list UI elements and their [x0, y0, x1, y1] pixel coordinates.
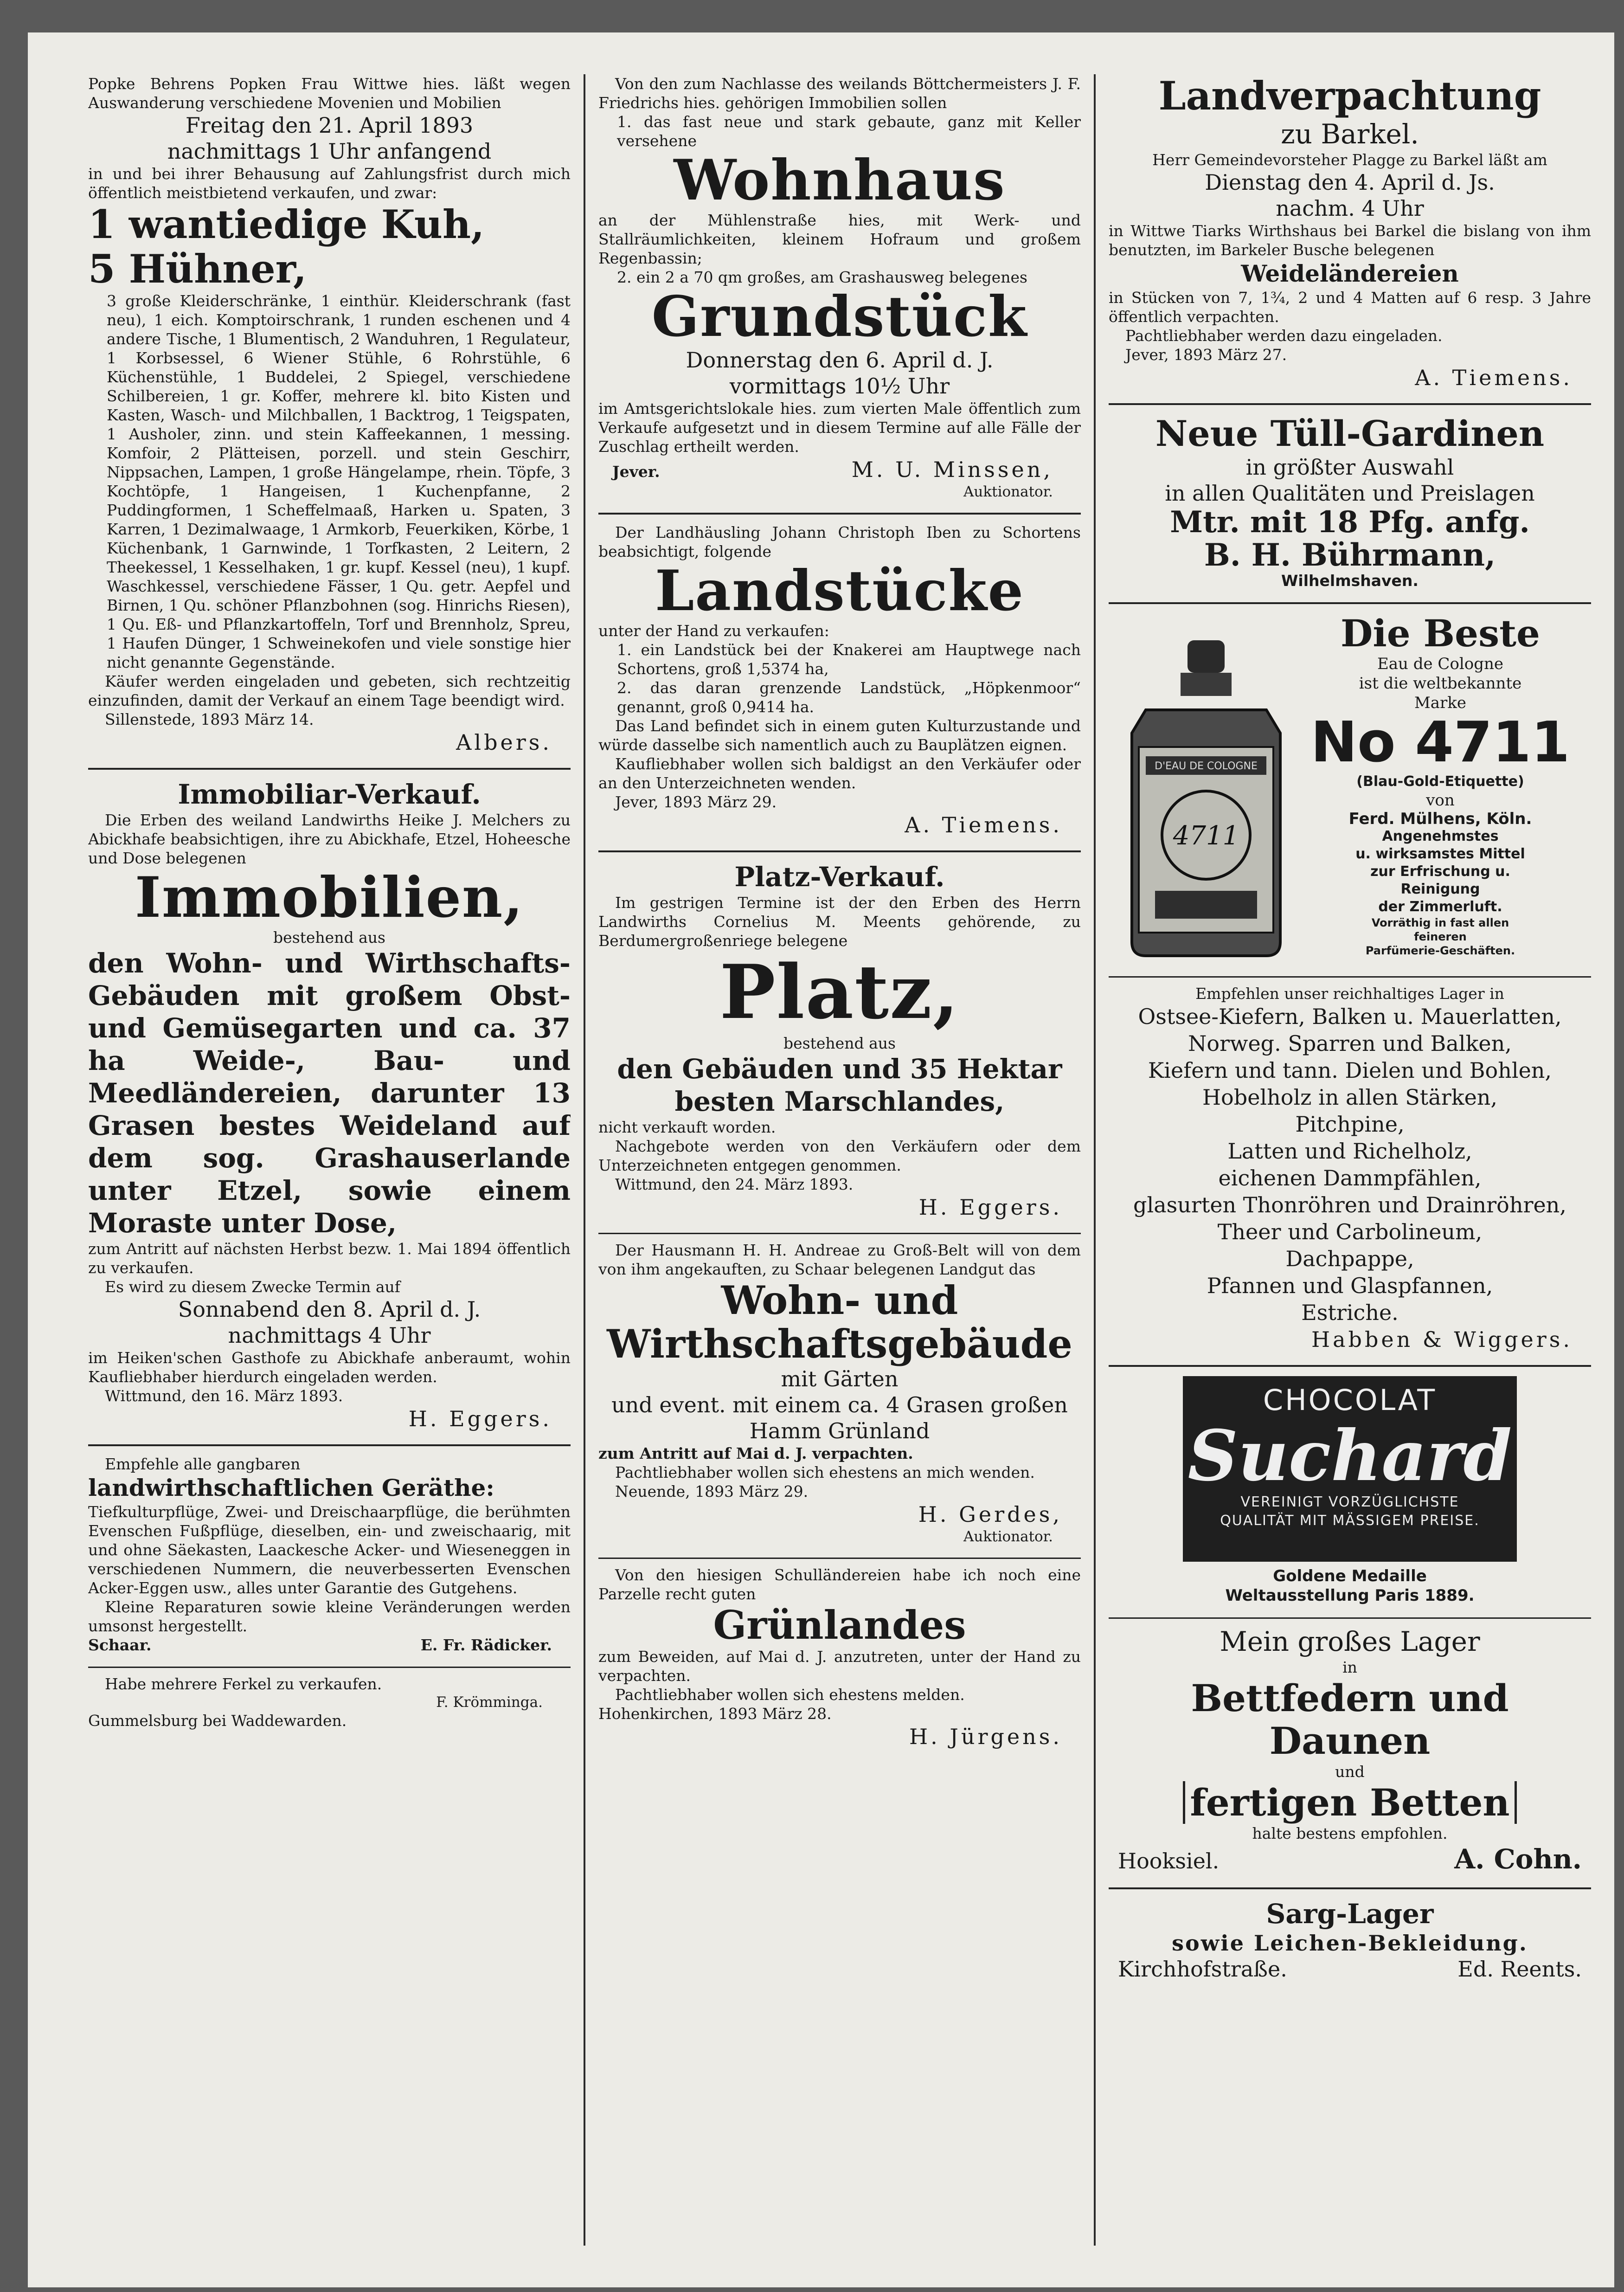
ad-item: 1 wantiedige Kuh, [88, 201, 485, 247]
suchard-logo-box [1183, 1376, 1517, 1562]
ad-date: Sonnabend den 8. April d. J. [178, 1297, 481, 1322]
ad-headline: Bettfedern und Daunen [1191, 1676, 1509, 1763]
ad-text: an der Mühlenstraße hies, mit Werk- und Stallräumlichkeiten, kleinem Hofraum und großem Regenbassin; [598, 211, 1081, 267]
suchard-line: VEREINIGT VORZÜGLICHSTE [1240, 1494, 1459, 1510]
ad-role: Auktionator. [963, 483, 1053, 500]
ad-signature: E. Fr. Rädicker. [420, 1636, 552, 1654]
ad-item: 5 Hühner, [88, 246, 307, 292]
lumber-item: eichenen Dammpfählen, [1218, 1165, 1482, 1191]
ad-signature: A. Tiemens. [905, 812, 1062, 837]
lumber-item: Dachpappe, [1285, 1246, 1414, 1271]
ad-headline: Mein großes Lager [1220, 1626, 1480, 1657]
cologne-ad-text [1294, 612, 1586, 958]
ad-merchant: Ed. Reents. [1457, 1957, 1582, 1982]
ad-intro: Popke Behrens Popken Frau Wittwe hies. läßt wegen Auswanderung verschiedene Movenien und Mobilien [88, 75, 571, 112]
ad-holzlager [1109, 984, 1591, 1353]
ad-headline: Die Beste [1341, 612, 1540, 655]
lumber-item: Pitchpine, [1295, 1112, 1405, 1137]
ad-sarg-lager [1109, 1898, 1591, 1982]
lumber-item: Estriche. [1301, 1300, 1399, 1325]
ad-place-date: Wittmund, den 16. März 1893. [105, 1387, 343, 1405]
ad-item: 1. das fast neue und stark gebaute, ganz mit Keller versehene [617, 113, 1081, 150]
ad-separator [1109, 403, 1591, 405]
ad-headline: Neue Tüll-Gardinen [1155, 413, 1545, 454]
ad-wohn-wirthschaftsgebaeude [598, 1241, 1081, 1545]
ad-intro: Die Erben des weiland Landwirths Heike J. Melchers zu Abickhafe beabsichtigen, ihre zu Abickhafe, Etzel, Hoheesche und Dose belegenen [88, 811, 571, 867]
ad-signature: H. Eggers. [918, 1195, 1062, 1220]
ad-text: (Blau-Gold-Etiquette) [1356, 773, 1524, 790]
ad-merchant: A. Cohn. [1454, 1843, 1582, 1875]
suchard-line: QUALITÄT MIT MÄSSIGEM PREISE. [1220, 1513, 1480, 1529]
ad-text: Pachtliebhaber wollen sich ehestens an mich wenden. [615, 1463, 1035, 1481]
ad-title: landwirthschaftlichen Geräthe: [88, 1474, 494, 1501]
product-name: Eau de Cologne [1377, 655, 1504, 673]
lumber-item: Pfannen und Glaspfannen, [1207, 1273, 1493, 1298]
ad-intro: Empfehlen unser reichhaltiges Lager in [1195, 985, 1504, 1003]
ad-text: ist die weltbekannte [1359, 674, 1522, 693]
ad-headline: Sarg-Lager [1266, 1898, 1434, 1930]
ad-role: Auktionator. [963, 1528, 1053, 1545]
ad-headline: Immobilien, [135, 865, 524, 930]
medal-line: Goldene Medaille [1273, 1567, 1427, 1585]
ad-signature: H. Jürgens. [909, 1724, 1062, 1749]
ad-headline: Grundstück [651, 284, 1028, 349]
ad-text: der Zimmerluft. [1378, 899, 1502, 915]
ad-text: Parfümerie-Geschäften. [1365, 944, 1515, 957]
ad-separator [1109, 1365, 1591, 1367]
ad-merchant: B. H. Bührmann, [1204, 537, 1496, 573]
lumber-item: Hobelholz in allen Stärken, [1202, 1085, 1498, 1110]
lumber-item: Kiefern und tann. Dielen und Bohlen, [1148, 1058, 1552, 1083]
ad-text: zum Antritt auf nächsten Herbst bezw. 1. Mai 1894 öffentlich zu verkaufen. [88, 1240, 571, 1277]
column-right [1109, 74, 1591, 2246]
ad-text: in und bei ihrer Behausung auf Zahlungsfrist durch mich öffentlich meistbietend verkaufen, und zwar: [88, 165, 571, 202]
ad-landstuecke [598, 523, 1081, 838]
suchard-top: CHOCOLAT [1263, 1383, 1437, 1417]
bottle-number-text: 4711 [1173, 821, 1239, 851]
ad-place: Jever. [612, 463, 660, 481]
ad-consisting: bestehend aus [783, 1034, 896, 1052]
ad-text: Reinigung [1400, 881, 1480, 897]
ad-text: zum Antritt auf Mai d. J. verpachten. [598, 1444, 913, 1462]
column-divider [584, 74, 585, 2246]
lumber-item: Latten und Richelholz, [1227, 1139, 1472, 1164]
ad-separator [88, 1667, 571, 1668]
ad-date: Dienstag den 4. April d. Js. [1205, 170, 1495, 195]
ad-signature: H. Gerdes, [918, 1502, 1062, 1527]
ad-text: zum Beweiden, auf Mai d. J. anzutreten, unter der Hand zu verpachten. [598, 1648, 1081, 1685]
ad-place: Gummelsburg bei Waddewarden. [88, 1712, 347, 1730]
ad-title: Immobiliar-Verkauf. [178, 779, 481, 810]
newspaper-page [28, 32, 1614, 2287]
ad-intro: Von den hiesigen Schulländereien habe ich noch eine Parzelle recht guten [598, 1566, 1081, 1603]
ad-text: im Heiken'schen Gasthofe zu Abickhafe anberaumt, wohin Kaufliebhaber hierdurch eingeladen werden. [88, 1349, 571, 1386]
ad-separator [88, 768, 571, 770]
ad-place-date: Jever, 1893 März 27. [1125, 346, 1287, 364]
ad-intro: Von den zum Nachlasse des weilands Böttchermeisters J. F. Friedrichs hies. gehörigen Immobilien sollen [598, 75, 1081, 112]
ad-title: Platz-Verkauf. [734, 861, 945, 893]
ad-text: feineren [1414, 930, 1467, 943]
ad-signature: Albers. [456, 730, 552, 755]
ad-closing: Käufer werden eingeladen und gebeten, sich rechtzeitig einzufinden, damit der Verkauf an einem Tage beendigt wird. [88, 672, 571, 709]
ad-text: und [1335, 1763, 1365, 1781]
ad-text: Tiefkulturpflüge, Zwei- und Dreischaarpflüge, die berühmten Evenschen Fußpflüge, dieselben, ein- und zweischaarig, mit und ohne Säekasten, Laackesche Acker- und Wieseneggen in verschiedenen Nummern, die neuverbesserten Evenschen Acker-Eggen usw., alles unter Garantie des Gutgehens. [88, 1503, 571, 1597]
ad-text: nicht verkauft worden. [598, 1118, 776, 1136]
ad-separator [598, 1233, 1081, 1234]
ad-time: nachmittags 4 Uhr [228, 1323, 431, 1348]
ad-landverpachtung [1109, 74, 1591, 391]
ad-body: und event. mit einem ca. 4 Grasen großen Hamm Grünland [611, 1392, 1068, 1443]
ad-ferkel [88, 1674, 571, 1730]
column-divider [1094, 74, 1096, 2246]
ad-text: Pachtliebhaber werden dazu eingeladen. [1125, 327, 1443, 345]
shop-line [1109, 1843, 1591, 1875]
ad-item-list: 3 große Kleiderschränke, 1 einthür. Kleiderschrank (fast neu), 1 eich. Komptoirschrank, 1 runden eschenen und 4 andere Tische, 1 Blumentisch, 2 Wanduhren, 1 Regulateur, 1 Korbsessel, 6 Wiener Stühle, 6 Rohrstühle, 6 Küchenstühle, 1 Buddelei, 2 Spiegel, verschiedene Schilbereien, 1 gr. Koffer, mehrere kl. bito Kisten und Kasten, Wasch- und Milchballen, 1 Backtrog, 1 Teigspaten, 1 Ausholer, zinn. und stein Kaffeekannen, 1 messing. Komfoir, 2 Plätteisen, porzell. und stein Geschirr, Nippsachen, Lampen, 1 große Hängelampe, rhein. Töpfe, 3 Kochtöpfe, 1 Hangeisen, 1 Kuchenpfanne, 2 Puddingformen, 1 Scheffelmaaß, Harken u. Spaten, 3 Karren, 1 Dezimalwaage, 1 Armkorb, Feuerkiken, Körbe, 1 Küchenbank, 1 Garnwinde, 1 Torfkasten, 2 Leitern, 2 Theekessel, 1 Kesselhaken, 1 gr. kupf. Kessel (neu), 1 kupf. Waschkessel, verschiedene Fässer, 1 Qu. getr. Aepfel und Birnen, 1 Qu. schöner Pflanzbohnen (sog. Hinrichs Riesen), 1 Qu. Eß- und Pflanzkartoffeln, Torf und Brennholz, Spreu, 1 Haufen Dünger, 1 Schweinekofen und viele sonstige hier nicht genannte Gegenstände. [107, 292, 571, 671]
ad-text: Das Land befindet sich in einem guten Kulturzustande und würde dasselbe sich namentlich auch zu Bauplätzen eignen. [598, 717, 1081, 754]
ad-headline: Wohnhaus [674, 148, 1006, 213]
ad-separator [598, 850, 1081, 852]
ad-headline: Wohn- und [721, 1277, 958, 1323]
ad-separator [1109, 1617, 1591, 1619]
ad-headline: Platz, [719, 948, 960, 1036]
ad-text: in [1342, 1658, 1357, 1676]
ad-street: Kirchhofstraße. [1118, 1957, 1287, 1982]
ad-suchard [1109, 1376, 1591, 1605]
ad-signature: M. U. Minssen, [851, 457, 1053, 482]
ad-signature: F. Krömminga. [436, 1694, 543, 1711]
ad-time: vormittags 10½ Uhr [729, 373, 950, 399]
ad-intro: Im gestrigen Termine ist der den Erben des Herrn Landwirths Cornelius M. Meents gehörende, zu Berdumergroßenriege belegene [598, 894, 1081, 950]
ad-separator [1109, 602, 1591, 604]
bottle-label-text: D'EAU DE COLOGNE [1155, 760, 1258, 772]
ad-place-date: Hohenkirchen, 1893 März 28. [598, 1705, 832, 1723]
ad-headline: Weideländereien [1241, 260, 1459, 287]
ad-item: 2. das daran grenzende Landstück, „Höpkenmoor“ genannt, groß 0,9414 ha. [617, 679, 1081, 716]
ad-text: halte bestens empfohlen. [1252, 1824, 1448, 1842]
ad-headline: Wirthschaftsgebäude [607, 1321, 1072, 1367]
ad-text: Nachgebote werden von den Verkäufern oder dem Unterzeichneten entgegen genommen. [598, 1137, 1081, 1174]
ad-4711-cologne [1109, 612, 1591, 970]
ad-tuell-gardinen [1109, 413, 1591, 590]
ad-price: Mtr. mit 18 Pfg. anfg. [1170, 505, 1530, 540]
ad-signature: Habben & Wiggers. [1311, 1327, 1573, 1352]
ad-text: Es wird zu diesem Zwecke Termin auf [105, 1278, 400, 1296]
ad-separator [1109, 1887, 1591, 1889]
column-middle [598, 74, 1081, 2246]
cologne-bottle-illustration [1118, 640, 1294, 960]
ad-intro: Herr Gemeindevorsteher Plagge zu Barkel läßt am [1152, 151, 1547, 169]
ad-place-date: Wittmund, den 24. März 1893. [615, 1175, 854, 1193]
ad-auction-behrens [88, 74, 571, 756]
shop-line [1109, 1956, 1591, 1982]
ad-subtitle: zu Barkel. [1281, 118, 1419, 150]
ad-platz-verkauf [598, 861, 1081, 1221]
ad-text: Pachtliebhaber wollen sich ehestens melden. [615, 1686, 965, 1704]
ad-item: 1. ein Landstück bei der Knakerei am Hauptwege nach Schortens, groß 1,5374 ha, [617, 641, 1081, 678]
suchard-brand: Suchard [1188, 1415, 1512, 1497]
ad-headline: Landverpachtung [1158, 74, 1541, 119]
bracketed-text: fertigen Betten [1183, 1781, 1516, 1824]
ad-text: im Amtsgerichtslokale hies. zum vierten Male öffentlich zum Verkaufe aufgesetzt und in diesem Termine auf alle Fälle der Zuschlag ertheilt werden. [598, 399, 1081, 456]
ad-text: unter der Hand zu verkaufen: [598, 622, 829, 640]
ad-date: Donnerstag den 6. April d. J. [686, 348, 994, 373]
ad-place-date: Jever, 1893 März 29. [615, 793, 777, 811]
product-number: No 4711 [1310, 710, 1570, 775]
lumber-item: Norweg. Sparren und Balken, [1188, 1031, 1512, 1056]
ad-text: Habe mehrere Ferkel zu verkaufen. [105, 1675, 382, 1693]
ad-headline: Grünlandes [713, 1602, 966, 1648]
ad-text: u. wirksamstes Mittel [1355, 846, 1525, 862]
ad-text: Angenehmstes [1382, 828, 1499, 844]
ad-text: in größter Auswahl [1245, 455, 1454, 480]
ad-maker: Ferd. Mülhens, Köln. [1348, 810, 1532, 828]
ad-gruenland [598, 1565, 1081, 1750]
ad-headline: Landstücke [655, 558, 1025, 624]
ad-wohnhaus-grundstueck [598, 74, 1081, 501]
ad-body: den Gebäuden und 35 Hektar besten Marschlandes, [617, 1053, 1062, 1117]
ad-intro: Der Hausmann H. H. Andreae zu Groß-Belt will von dem von ihm angekauften, zu Schaar belegenen Landgut das [598, 1241, 1081, 1278]
lumber-item: glasurten Thonröhren und Drainröhren, [1133, 1192, 1566, 1217]
ad-place: Hooksiel. [1118, 1848, 1220, 1874]
ad-text: in allen Qualitäten und Preislagen [1165, 481, 1535, 506]
ad-signature: A. Tiemens. [1415, 365, 1573, 390]
ad-place-date: Sillenstede, 1893 März 14. [105, 710, 314, 728]
ad-text: zur Erfrischung u. [1370, 863, 1510, 880]
ad-place: Schaar. [88, 1636, 152, 1654]
ad-item: 2. ein 2 a 70 qm großes, am Grashausweg belegenes [617, 268, 1027, 286]
ad-text: sowie Leichen-Bekleidung. [1172, 1931, 1528, 1956]
ad-date: Freitag den 21. April 1893 [185, 113, 474, 138]
ad-separator [1109, 976, 1591, 978]
ad-separator [88, 1444, 571, 1446]
ad-intro: Empfehle alle gangbaren [105, 1455, 301, 1473]
ad-body: den Wohn- und Wirthschafts-Gebäuden mit großem Obst- und Gemüsegarten und ca. 37 ha Weide-, Bau- und Meedländereien, darunter 13 Grasen bestes Weideland auf dem sog. Grashauserlande unter Etzel, sowie einem Moraste unter Dose, [88, 947, 571, 1239]
ad-separator [598, 1558, 1081, 1559]
ad-signature: H. Eggers. [408, 1406, 552, 1431]
ad-text: Vorräthig in fast allen [1371, 916, 1509, 929]
column-left [88, 74, 571, 2246]
ad-separator [598, 513, 1081, 515]
ad-place: Wilhelmshaven. [1281, 572, 1419, 590]
ad-time: nachm. 4 Uhr [1276, 196, 1424, 221]
ad-text: mit Gärten [781, 1366, 899, 1391]
ad-bettfedern [1109, 1625, 1591, 1875]
ad-text: Kaufliebhaber wollen sich baldigst an den Verkäufer oder an den Unterzeichneten wenden. [598, 755, 1081, 792]
ad-text: in Wittwe Tiarks Wirthshaus bei Barkel die bislang von ihm benutzten, im Barkeler Busche belegenen [1109, 222, 1591, 259]
lumber-item: Ostsee-Kiefern, Balken u. Mauerlatten, [1138, 1004, 1562, 1029]
ad-text: Marke [1414, 694, 1467, 712]
ad-consisting: bestehend aus [273, 928, 385, 946]
ad-headline-bracketed [1109, 1781, 1591, 1824]
ad-text: von [1426, 791, 1455, 810]
ad-time: nachmittags 1 Uhr anfangend [167, 139, 492, 164]
ad-intro: Der Landhäusling Johann Christoph Iben zu Schortens beabsichtigt, folgende [598, 523, 1081, 560]
ad-text: in Stücken von 7, 1¾, 2 und 4 Matten auf 6 resp. 3 Jahre öffentlich verpachten. [1109, 289, 1591, 326]
medal-line: Weltausstellung Paris 1889. [1225, 1586, 1475, 1605]
ad-immobiliar-verkauf [88, 778, 571, 1432]
lumber-item: Theer und Carbolineum, [1217, 1219, 1483, 1244]
ad-geraethe [88, 1455, 571, 1655]
ad-text: Kleine Reparaturen sowie kleine Veränderungen werden umsonst hergestellt. [88, 1598, 571, 1635]
lumber-list [1109, 1003, 1591, 1326]
ad-place-date: Neuende, 1893 März 29. [615, 1482, 809, 1500]
